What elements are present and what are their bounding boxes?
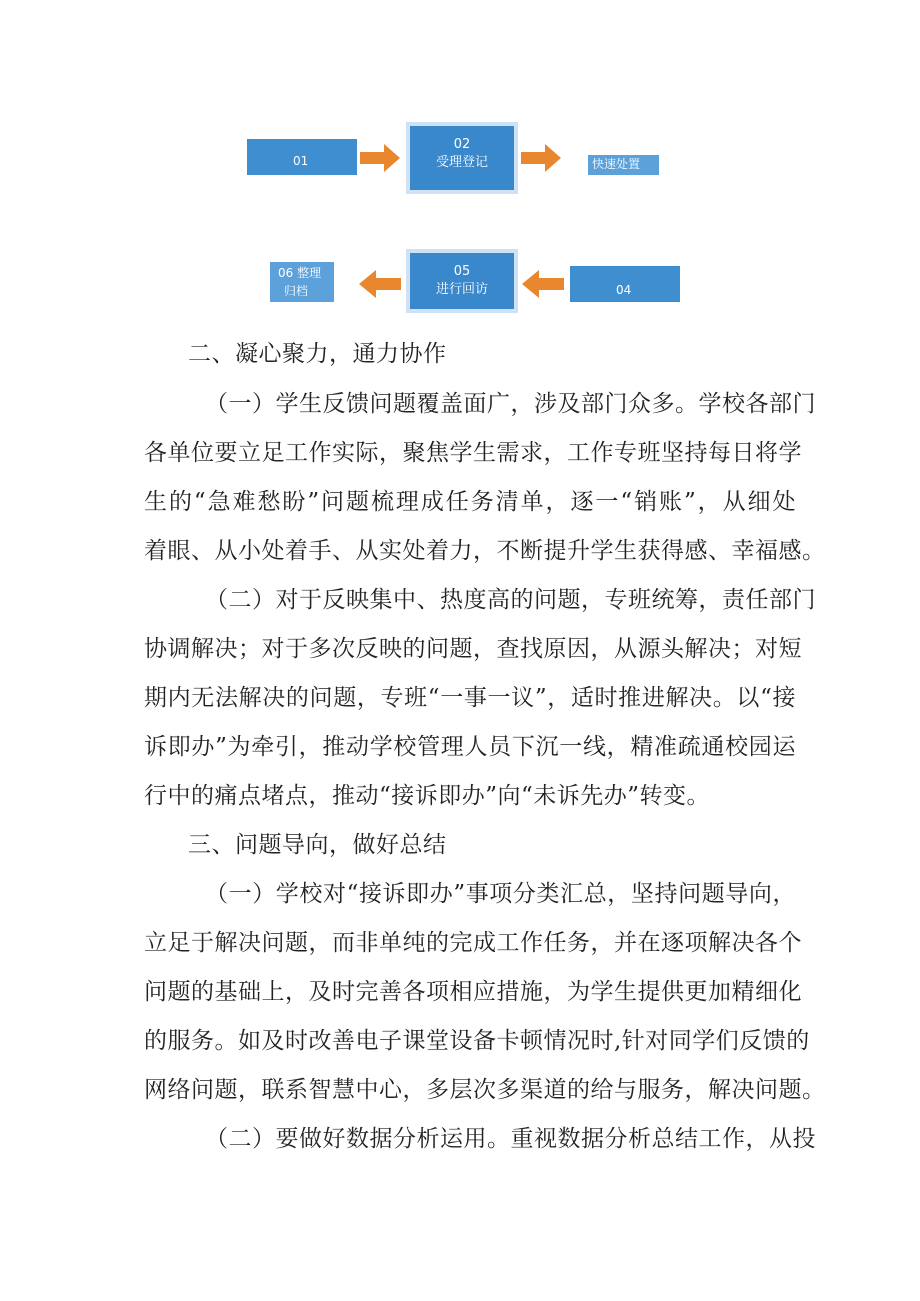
paragraph-line: 问题的基础上，及时完善各项相应措施，为学生提供更加精细化 — [144, 979, 802, 1005]
paragraph-line: 行中的痛点堵点，推动“接诉即办”向“未诉先办”转变。 — [144, 783, 711, 809]
paragraph-line: （二）对于反映集中、热度高的问题，专班统筹，责任部门 — [205, 587, 816, 613]
flow-step-02-number: 02 — [453, 137, 471, 152]
section-2-heading: 二、凝心聚力，通力协作 — [188, 341, 447, 367]
flow-step-06-line2: 归档 — [284, 284, 309, 298]
paragraph-line: （一）学生反馈问题覆盖面广，涉及部门众多。学校各部门 — [205, 391, 816, 417]
paragraph-line: （一）学校对“接诉即办”事项分类汇总，坚持问题导向， — [205, 881, 796, 907]
arrow-right-icon — [360, 143, 400, 173]
flow-step-05 — [406, 249, 518, 313]
paragraph-line: （二）要做好数据分析运用。重视数据分析总结工作，从投 — [205, 1126, 816, 1152]
arrow-left-icon — [522, 269, 564, 299]
paragraph-line: 的服务。如及时改善电子课堂设备卡顿情况时,针对同学们反馈的 — [144, 1028, 810, 1054]
paragraph-line: 网络问题，联系智慧中心，多层次多渠道的给与服务，解决问题。 — [144, 1077, 826, 1103]
flow-step-06-line1: 06 整理 — [278, 266, 322, 280]
paragraph-line: 立足于解决问题，而非单纯的完成工作任务，并在逐项解决各个 — [144, 930, 802, 956]
flow-step-05-number: 05 — [453, 264, 471, 279]
flow-step-04 — [570, 266, 680, 302]
flow-step-03 — [588, 155, 659, 175]
flow-step-03-label: 快速处置 — [592, 157, 641, 171]
paragraph-line: 生的“急难愁盼”问题梳理成任务清单，逐一“销账”，从细处 — [144, 489, 796, 515]
paragraph-line: 协调解决；对于多次反映的问题，查找原因，从源头解决；对短 — [144, 636, 802, 662]
section-3-heading: 三、问题导向，做好总结 — [188, 832, 447, 858]
arrow-left-icon — [359, 269, 401, 299]
flow-step-02-label: 受理登记 — [435, 155, 488, 170]
flow-step-02 — [406, 122, 518, 194]
arrow-right-icon — [521, 143, 561, 173]
flow-step-06 — [270, 262, 334, 302]
paragraph-line: 各单位要立足工作实际，聚焦学生需求，工作专班坚持每日将学 — [144, 440, 802, 466]
paragraph-line: 着眼、从小处着手、从实处着力，不断提升学生获得感、幸福感。 — [144, 538, 826, 564]
flow-step-01 — [247, 139, 357, 175]
flow-step-01-number: 01 — [293, 154, 309, 168]
paragraph-line: 诉即办”为牵引，推动学校管理人员下沉一线，精准疏通校园运 — [144, 734, 796, 760]
flow-step-04-number: 04 — [616, 283, 632, 297]
flow-step-05-label: 进行回访 — [435, 282, 488, 297]
paragraph-line: 期内无法解决的问题，专班“一事一议”，适时推进解决。以“接 — [144, 685, 796, 711]
